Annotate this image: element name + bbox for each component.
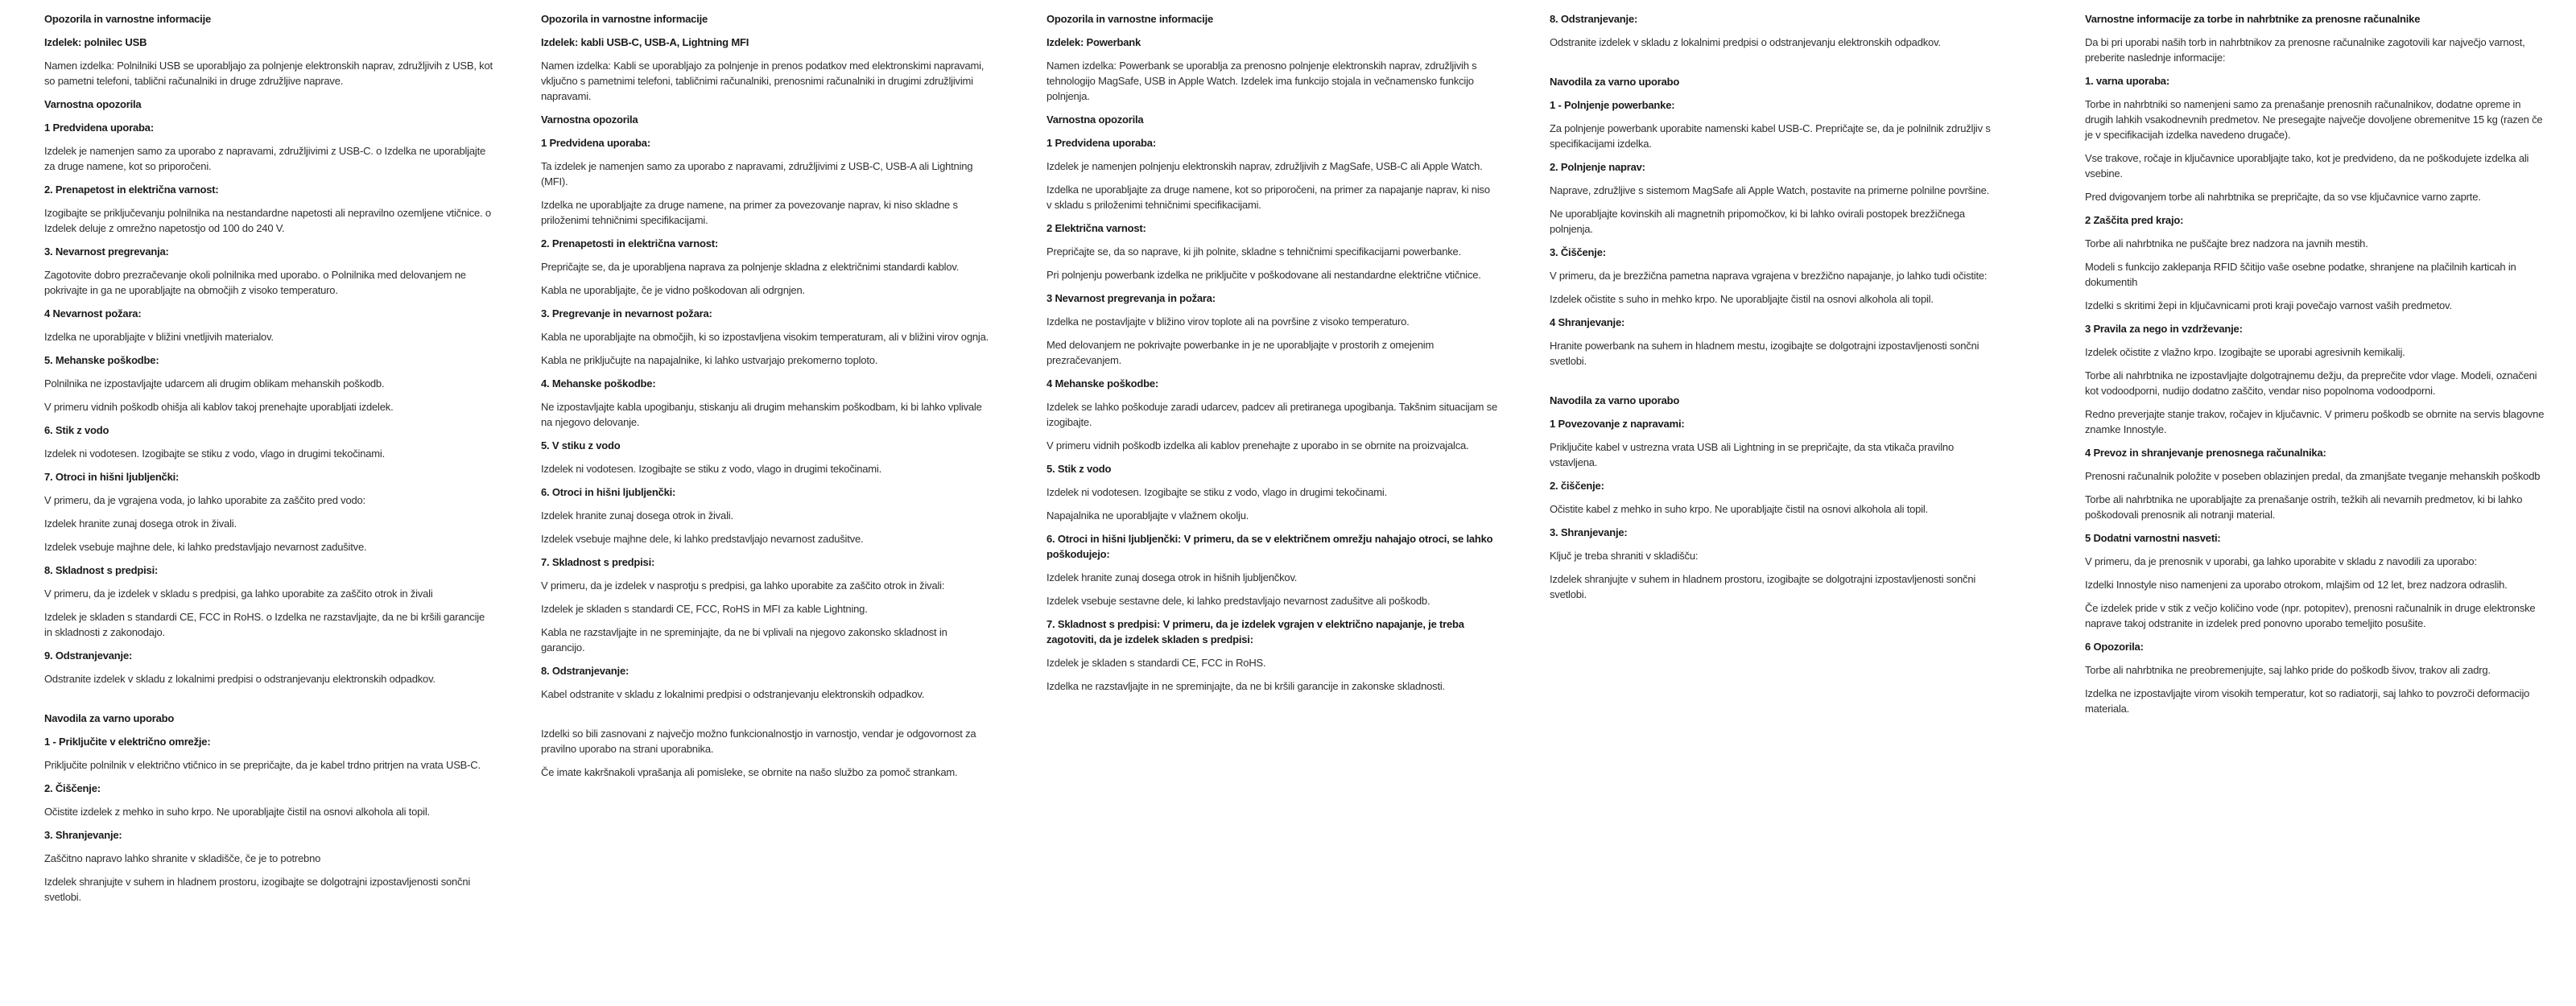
section-heading: 6. Otroci in hišni ljubljenčki: bbox=[541, 486, 676, 498]
section-heading: Izdelek: polnilec USB bbox=[44, 36, 147, 48]
section-heading: Varnostne informacije za torbe in nahrbtnike za prenosne računalnike bbox=[2085, 13, 2421, 25]
paragraph: Izdelek vsebuje majhne dele, ki lahko predstavljajo nevarnost zadušitve. bbox=[541, 533, 864, 545]
paragraph: Izdelka ne uporabljajte za druge namene, na primer za povezovanje naprav, ki niso skladne s priloženimi tehničnimi specifikacijami. bbox=[541, 199, 958, 226]
paragraph: Izdelek ni vodotesen. Izogibajte se stiku z vodo, vlago in drugimi tekočinami. bbox=[541, 463, 882, 475]
paragraph: Izdelek shranjujte v suhem in hladnem prostoru, izogibajte se dolgotrajni izpostavljenosti sončni svetlobi. bbox=[1550, 573, 1976, 600]
section-heading: 2. Prenapetosti in električna varnost: bbox=[541, 237, 718, 249]
section-heading: 6. Otroci in hišni ljubljenčki: V primeru, da se v električnem omrežju nahajajo otroci, se lahko poškodujejo: bbox=[1046, 533, 1493, 560]
column-powerbank bbox=[1046, 11, 1497, 702]
paragraph: Priključite kabel v ustrezna vrata USB ali Lightning in se prepričajte, da sta vtikača pravilno vstavljena. bbox=[1550, 441, 1954, 468]
paragraph: Namen izdelka: Powerbank se uporablja za prenosno polnjenje elektronskih naprav, združljivih s tehnologijo MagSafe, USB in Apple Watch. Izdelek ima funkcijo stojala in večnamensko funkcijo polnjenja. bbox=[1046, 60, 1477, 102]
paragraph: Namen izdelka: Polnilniki USB se uporabljajo za polnjenje elektronskih naprav, združljivih z USB, kot so pametni telefoni, tablični računalniki in druge združljive naprave. bbox=[44, 60, 493, 87]
section-heading: 5. Stik z vodo bbox=[1046, 463, 1112, 475]
paragraph: V primeru vidnih poškodb ohišja ali kablov takoj prenehajte uporabljati izdelek. bbox=[44, 401, 394, 413]
section-heading: 4. Mehanske poškodbe: bbox=[541, 377, 656, 390]
section-heading: 9. Odstranjevanje: bbox=[44, 649, 133, 662]
paragraph: Izdelek ni vodotesen. Izogibajte se stiku z vodo, vlago in drugimi tekočinami. bbox=[44, 447, 386, 460]
paragraph: Hranite powerbank na suhem in hladnem mestu, izogibajte se dolgotrajni izpostavljenosti sončni svetlobi. bbox=[1550, 340, 1979, 367]
section-heading: Varnostna opozorila bbox=[541, 113, 638, 126]
paragraph: Odstranite izdelek v skladu z lokalnimi predpisi o odstranjevanju elektronskih odpadkov. bbox=[1550, 36, 1941, 48]
section-heading: 1 Predvidena uporaba: bbox=[44, 122, 154, 134]
paragraph: Da bi pri uporabi naših torb in nahrbtnikov za prenosne računalnike zagotovili kar največjo varnost, preberite naslednje informacije: bbox=[2085, 36, 2525, 64]
section-heading: 1 - Polnjenje powerbanke: bbox=[1550, 99, 1675, 111]
paragraph: Kabla ne razstavljajte in ne spreminjajte, da ne bi vplivali na njegovo zakonsko skladnost in garancijo. bbox=[541, 626, 947, 653]
section-heading: 3. Pregrevanje in nevarnost požara: bbox=[541, 307, 712, 320]
section-heading: Varnostna opozorila bbox=[1046, 113, 1144, 126]
paragraph: Ne uporabljajte kovinskih ali magnetnih pripomočkov, ki bi lahko ovirali postopek brezžičnega polnjenja. bbox=[1550, 208, 1965, 235]
section-heading: 3. Shranjevanje: bbox=[1550, 526, 1628, 538]
paragraph: Izdelki s skritimi žepi in ključavnicami proti kraji povečajo varnost vaših predmetov. bbox=[2085, 299, 2452, 311]
section-heading: 2. Čiščenje: bbox=[44, 782, 101, 794]
section-heading: 7. Otroci in hišni ljubljenčki: bbox=[44, 471, 180, 483]
paragraph: Prenosni računalnik položite v poseben oblazinjen predal, da zmanjšate tveganje mehanskih poškodb bbox=[2085, 470, 2541, 482]
column-laptop-bags bbox=[2085, 11, 2550, 724]
paragraph: Očistite izdelek z mehko in suho krpo. Ne uporabljajte čistil na osnovi alkohola ali topil. bbox=[44, 806, 430, 818]
paragraph: Izdelek hranite zunaj dosega otrok in živali. bbox=[541, 509, 733, 522]
paragraph: Izdelek je namenjen samo za uporabo z napravami, združljivimi z USB-C. o Izdelka ne uporabljajte za druge namene, kot so priporočeni. bbox=[44, 145, 486, 172]
paragraph: Zaščitno napravo lahko shranite v skladišče, če je to potrebno bbox=[44, 852, 321, 864]
section-heading: 3. Čiščenje: bbox=[1550, 246, 1606, 258]
paragraph: Izdelka ne postavljajte v bližino virov toplote ali na površine z visoko temperaturo. bbox=[1046, 315, 1410, 328]
paragraph: Izdelek očistite s suho in mehko krpo. Ne uporabljajte čistil na osnovi alkohola ali topil. bbox=[1550, 293, 1934, 305]
paragraph: Kabla ne uporabljajte na območjih, ki so izpostavljena visokim temperaturam, ali v bližini virov ognja. bbox=[541, 331, 989, 343]
section-heading: 4 Nevarnost požara: bbox=[44, 307, 142, 320]
paragraph: Priključite polnilnik v električno vtičnico in se prepričajte, da je kabel trdno pritrjen na vrata USB-C. bbox=[44, 759, 481, 771]
column-usb-charger bbox=[44, 11, 495, 913]
section-heading: 3 Pravila za nego in vzdrževanje: bbox=[2085, 323, 2243, 335]
paragraph: Če izdelek pride v stik z večjo količino vode (npr. potopitev), prenosni računalnik in druge elektronske naprave takoj odstranite in izdelek pred ponovno uporabo temeljito posušite. bbox=[2085, 602, 2536, 629]
paragraph: Izdelek je skladen s standardi CE, FCC in RoHS. o Izdelka ne razstavljajte, da ne bi kršili garancije in skladnosti z zakonodajo. bbox=[44, 611, 485, 638]
paragraph: Redno preverjajte stanje trakov, ročajev in ključavnic. V primeru poškodb se obrnite na servis blagovne znamke Innostyle. bbox=[2085, 408, 2545, 435]
section-heading: Navodila za varno uporabo bbox=[1550, 76, 1680, 88]
paragraph: Izdelek je namenjen polnjenju elektronskih naprav, združljivih z MagSafe, USB-C ali Apple Watch. bbox=[1046, 160, 1483, 172]
section-heading: Izdelek: Powerbank bbox=[1046, 36, 1141, 48]
section-heading: 5 Dodatni varnostni nasveti: bbox=[2085, 532, 2221, 544]
section-heading: 6 Opozorila: bbox=[2085, 641, 2144, 653]
paragraph: Torbe ali nahrbtnika ne izpostavljajte dolgotrajnemu dežju, da preprečite vdor vlage. Modeli, označeni kot vodoodporni, nudijo dodatno zaščito, vendar niso popolnoma vodoodporni. bbox=[2085, 369, 2537, 397]
paragraph: Modeli s funkcijo zaklepanja RFID ščitijo vaše osebne podatke, shranjene na plačilnih karticah in dokumentih bbox=[2085, 261, 2516, 288]
paragraph: Vse trakove, ročaje in ključavnice uporabljajte tako, kot je predvideno, da ne poškodujete izdelka ali vsebine. bbox=[2085, 152, 2529, 179]
paragraph: Torbe ali nahrbtnika ne puščajte brez nadzora na javnih mestih. bbox=[2085, 237, 2368, 249]
section-heading: 6. Stik z vodo bbox=[44, 424, 109, 436]
section-heading: 2. Polnjenje naprav: bbox=[1550, 161, 1645, 173]
section-heading: 1 Povezovanje z napravami: bbox=[1550, 418, 1685, 430]
paragraph: V primeru, da je prenosnik v uporabi, ga lahko uporabite v skladu z navodili za uporabo: bbox=[2085, 555, 2477, 567]
paragraph: Odstranite izdelek v skladu z lokalnimi predpisi o odstranjevanju elektronskih odpadkov. bbox=[44, 673, 436, 685]
section-heading: 8. Odstranjevanje: bbox=[541, 665, 630, 677]
section-heading: Navodila za varno uporabo bbox=[1550, 394, 1680, 406]
paragraph: Izdelki so bili zasnovani z največjo možno funkcionalnostjo in varnostjo, vendar je odgovornost za pravilno uporabo na strani uporabnika. bbox=[541, 728, 976, 755]
paragraph: Izdelka ne uporabljajte za druge namene, kot so priporočeni, na primer za napajanje naprav, ki niso v skladu s priloženimi tehničnimi specifikacijami. bbox=[1046, 183, 1490, 211]
paragraph: Torbe ali nahrbtnika ne preobremenjujte, saj lahko pride do poškodb šivov, trakov ali zadrg. bbox=[2085, 664, 2491, 676]
section-heading: 4 Shranjevanje: bbox=[1550, 316, 1625, 328]
section-heading: 5. V stiku z vodo bbox=[541, 439, 621, 451]
paragraph: Pred dvigovanjem torbe ali nahrbtnika se prepričajte, da so vse ključavnice varno zaprte. bbox=[2085, 191, 2481, 203]
paragraph: Izdelka ne izpostavljajte virom visokih temperatur, kot so radiatorji, saj lahko to povzroči deformacijo materiala. bbox=[2085, 687, 2530, 715]
section-heading: 2 Zaščita pred krajo: bbox=[2085, 214, 2184, 226]
section-heading: Opozorila in varnostne informacije bbox=[44, 13, 212, 25]
section-heading: 3. Shranjevanje: bbox=[44, 829, 122, 841]
paragraph: V primeru, da je vgrajena voda, jo lahko uporabite za zaščito pred vodo: bbox=[44, 494, 365, 506]
section-heading: 1 Predvidena uporaba: bbox=[541, 137, 650, 149]
paragraph: Izdelek hranite zunaj dosega otrok in živali. bbox=[44, 517, 237, 530]
paragraph: Kabla ne priključujte na napajalnike, ki lahko ustvarjajo prekomerno toploto. bbox=[541, 354, 878, 366]
paragraph: Izdelek ni vodotesen. Izogibajte se stiku z vodo, vlago in drugimi tekočinami. bbox=[1046, 486, 1388, 498]
paragraph: Izdelek je skladen s standardi CE, FCC in RoHS. bbox=[1046, 657, 1266, 669]
paragraph: Izogibajte se priključevanju polnilnika na nestandardne napetosti ali nepravilno ozemljene vtičnice. o Izdelek deluje z omrežno napetostjo od 100 do 240 V. bbox=[44, 207, 491, 234]
section-heading: 1 Predvidena uporaba: bbox=[1046, 137, 1156, 149]
section-heading: 3. Nevarnost pregrevanja: bbox=[44, 245, 169, 258]
paragraph: Za polnjenje powerbank uporabite namenski kabel USB-C. Prepričajte se, da je polnilnik združljiv s specifikacijami izdelka. bbox=[1550, 122, 1991, 150]
paragraph: Ne izpostavljajte kabla upogibanju, stiskanju ali drugim mehanskim poškodbam, ki bi lahko vplivale na njegovo delovanje. bbox=[541, 401, 982, 428]
column-powerbank-instructions bbox=[1550, 11, 2000, 610]
paragraph: Torbe in nahrbtniki so namenjeni samo za prenašanje prenosnih računalnikov, dodatne opreme in drugih lahkih vsakodnevnih predmetov. Ne presegajte največje dovoljene obremenitve 15 kg (razen če je v specifikacijah izdelka navedeno drugače). bbox=[2085, 98, 2543, 141]
section-heading: 2 Električna varnost: bbox=[1046, 222, 1146, 234]
paragraph: V primeru vidnih poškodb izdelka ali kablov prenehajte z uporabo in se obrnite na proizvajalca. bbox=[1046, 439, 1469, 451]
section-heading: 2. čiščenje: bbox=[1550, 480, 1604, 492]
paragraph: Izdelek očistite z vlažno krpo. Izogibajte se uporabi agresivnih kemikalij. bbox=[2085, 346, 2405, 358]
section-heading: 5. Mehanske poškodbe: bbox=[44, 354, 159, 366]
paragraph: Izdelki Innostyle niso namenjeni za uporabo otrokom, mlajšim od 12 let, brez nadzora odraslih. bbox=[2085, 579, 2508, 591]
paragraph: V primeru, da je brezžična pametna naprava vgrajena v brezžično napajanje, jo lahko tudi očistite: bbox=[1550, 270, 1988, 282]
paragraph: Med delovanjem ne pokrivajte powerbanke in je ne uporabljajte v prostorih z omejenim prezračevanjem. bbox=[1046, 339, 1435, 366]
section-heading: 8. Odstranjevanje: bbox=[1550, 13, 1638, 25]
paragraph: V primeru, da je izdelek v skladu s predpisi, ga lahko uporabite za zaščito otrok in živali bbox=[44, 588, 433, 600]
paragraph: Ključ je treba shraniti v skladišču: bbox=[1550, 550, 1699, 562]
section-heading: 3 Nevarnost pregrevanja in požara: bbox=[1046, 292, 1216, 304]
section-heading: Opozorila in varnostne informacije bbox=[541, 13, 708, 25]
column-cables bbox=[541, 11, 992, 788]
paragraph: Izdelek vsebuje sestavne dele, ki lahko predstavljajo nevarnost zadušitve ali poškodb. bbox=[1046, 595, 1430, 607]
paragraph: Izdelek hranite zunaj dosega otrok in hišnih ljubljenčkov. bbox=[1046, 571, 1298, 583]
section-heading: Opozorila in varnostne informacije bbox=[1046, 13, 1214, 25]
paragraph: V primeru, da je izdelek v nasprotju s predpisi, ga lahko uporabite za zaščito otrok in živali: bbox=[541, 579, 945, 592]
paragraph: Naprave, združljive s sistemom MagSafe ali Apple Watch, postavite na primerne polnilne površine. bbox=[1550, 184, 1990, 196]
paragraph: Napajalnika ne uporabljajte v vlažnem okolju. bbox=[1046, 509, 1249, 522]
paragraph: Namen izdelka: Kabli se uporabljajo za polnjenje in prenos podatkov med elektronskimi napravami, vključno s pametnimi telefoni, tabličnimi računalniki, prenosnimi računalniki in drugimi združljivimi napravami. bbox=[541, 60, 985, 102]
paragraph: Izdelek shranjujte v suhem in hladnem prostoru, izogibajte se dolgotrajni izpostavljenosti sončni svetlobi. bbox=[44, 876, 471, 903]
paragraph: Izdelek vsebuje majhne dele, ki lahko predstavljajo nevarnost zadušitve. bbox=[44, 541, 367, 553]
paragraph: Polnilnika ne izpostavljajte udarcem ali drugim oblikam mehanskih poškodb. bbox=[44, 377, 385, 390]
section-heading: 1 - Priključite v električno omrežje: bbox=[44, 736, 211, 748]
paragraph: Torbe ali nahrbtnika ne uporabljajte za prenašanje ostrih, težkih ali nevarnih predmetov, ki bi lahko poškodovali prenosnik ali notranji material. bbox=[2085, 493, 2523, 521]
section-heading: 7. Skladnost s predpisi: V primeru, da je izdelek vgrajen v električno napajanje, je treba zagotoviti, da je izdelek skladen s predpisi: bbox=[1046, 618, 1464, 645]
section-heading: 4 Mehanske poškodbe: bbox=[1046, 377, 1159, 390]
paragraph: Če imate kakršnakoli vprašanja ali pomisleke, se obrnite na našo službo za pomoč strankam. bbox=[541, 766, 958, 778]
section-heading: Izdelek: kabli USB-C, USB-A, Lightning MFI bbox=[541, 36, 749, 48]
paragraph: Ta izdelek je namenjen samo za uporabo z napravami, združljivimi z USB-C, USB-A ali Lightning (MFI). bbox=[541, 160, 973, 188]
paragraph: Zagotovite dobro prezračevanje okoli polnilnika med uporabo. o Polnilnika med delovanjem ne pokrivajte in ga ne uporabljajte na območjih z visoko temperaturo. bbox=[44, 269, 466, 296]
paragraph: Očistite kabel z mehko in suho krpo. Ne uporabljajte čistil na osnovi alkohola ali topil. bbox=[1550, 503, 1928, 515]
section-heading: Navodila za varno uporabo bbox=[44, 712, 175, 724]
paragraph: Izdelek je skladen s standardi CE, FCC, RoHS in MFI za kable Lightning. bbox=[541, 603, 868, 615]
paragraph: Pri polnjenju powerbank izdelka ne priključite v poškodovane ali nestandardne električne vtičnice. bbox=[1046, 269, 1481, 281]
paragraph: Prepričajte se, da je uporabljena naprava za polnjenje skladna z električnimi standardi kablov. bbox=[541, 261, 960, 273]
paragraph: Izdelek se lahko poškoduje zaradi udarcev, padcev ali pretiranega upogibanja. Takšnim situacijam se izogibajte. bbox=[1046, 401, 1498, 428]
paragraph: Kabla ne uporabljajte, če je vidno poškodovan ali odrgnjen. bbox=[541, 284, 805, 296]
section-heading: 7. Skladnost s predpisi: bbox=[541, 556, 655, 568]
section-heading: Varnostna opozorila bbox=[44, 98, 142, 110]
section-heading: 2. Prenapetost in električna varnost: bbox=[44, 183, 219, 196]
section-heading: 4 Prevoz in shranjevanje prenosnega računalnika: bbox=[2085, 447, 2326, 459]
paragraph: Prepričajte se, da so naprave, ki jih polnite, skladne s tehničnimi specifikacijami powerbanke. bbox=[1046, 245, 1461, 258]
paragraph: Izdelka ne uporabljajte v bližini vnetljivih materialov. bbox=[44, 331, 274, 343]
paragraph: Izdelka ne razstavljajte in ne spreminjajte, da ne bi kršili garancije in zakonske skladnosti. bbox=[1046, 680, 1445, 692]
section-heading: 8. Skladnost s predpisi: bbox=[44, 564, 159, 576]
section-heading: 1. varna uporaba: bbox=[2085, 75, 2169, 87]
paragraph: Kabel odstranite v skladu z lokalnimi predpisi o odstranjevanju elektronskih odpadkov. bbox=[541, 688, 925, 700]
